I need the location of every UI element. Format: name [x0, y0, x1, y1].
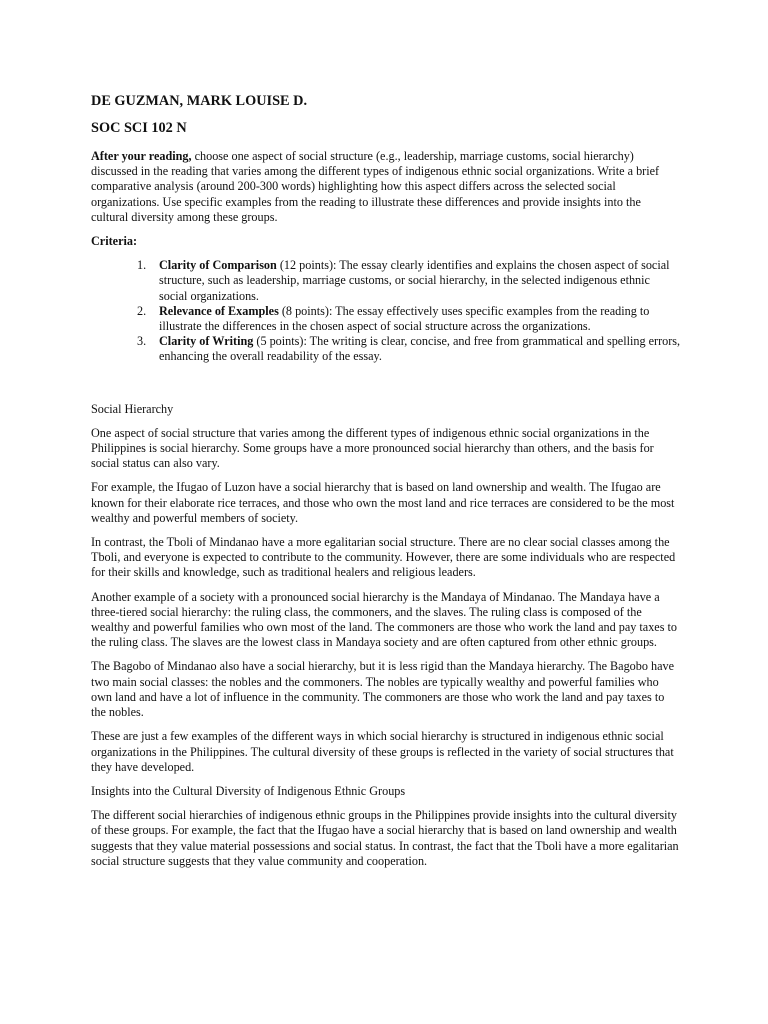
- essay-paragraph: The Bagobo of Mindanao also have a social hierarchy, but it is less rigid than the Mandaya hierarchy. The Bagobo have two main social classes: the nobles and the commoners. The nobles are typically wealthy and powerful families who own land and have a lot of influence in the community. The commoners are those who work the land and pay taxes to the nobles.: [91, 659, 675, 720]
- criteria-item-text: : The writing is clear, concise, and free from grammatical and spelling errors, enhancing the overall readability of the essay.: [159, 334, 681, 364]
- insight-paragraph: The different social hierarchies of indigenous ethnic groups in the Philippines provide insights into the cultural diversity of these groups. For example, the fact that the Ifugao have a social hierarchy that is based on land ownership and wealth suggests that they value material possessions and social status. In contrast, the fact that the Tboli have a more egalitarian social structure suggests that they value community and cooperation.: [91, 808, 679, 868]
- instructions-paragraph: [91, 149, 681, 225]
- instructions-lead: After your reading,: [91, 149, 192, 163]
- student-name: DE GUZMAN, MARK LOUISE D.: [91, 93, 308, 109]
- criteria-list: [91, 258, 681, 364]
- criteria-item-title: Relevance of Examples: [159, 303, 279, 318]
- criteria-item-title: Clarity of Writing: [159, 334, 254, 349]
- essay-body: [91, 402, 681, 869]
- essay-paragraph: Another example of a society with a pronounced social hierarchy is the Mandaya of Mindanao. The Mandaya have a three-tiered social hierarchy: the ruling class, the commoners, and the slaves. The ruling class is composed of the wealthy and powerful families who own most of the land. The commoners are those who work the land and pay taxes to the ruling class. The slaves are the lowest class in Mandaya society and are often captured from other ethnic groups.: [91, 589, 677, 650]
- essay-paragraph: One aspect of social structure that varies among the different types of indigenous ethnic social organizations in the Philippines is social hierarchy. Some groups have a more pronounced social hierarchy than others, and the basis for social status can also vary.: [91, 425, 654, 471]
- criteria-label: Criteria:: [91, 234, 138, 249]
- essay-paragraph: In contrast, the Tboli of Mindanao have a more egalitarian social structure. There are no clear social classes among the Tboli, and everyone is expected to contribute to the community. However, there are some individuals who are respected for their skills and knowledge, such as traditional healers and religious leaders.: [91, 535, 676, 580]
- criteria-item-number: 3.: [137, 334, 147, 349]
- criteria-item-text: : The essay clearly identifies and explains the chosen aspect of social structure, such as leadership, marriage customs, or social hierarchy, in the selected indigenous ethnic social organizations.: [159, 258, 670, 303]
- essay-title: Social Hierarchy: [91, 401, 174, 416]
- criteria-item-points: (8 points): [278, 303, 329, 318]
- criteria-item-number: 2.: [137, 303, 147, 318]
- document-page: [91, 92, 681, 878]
- essay-paragraph: These are just a few examples of the different ways in which social hierarchy is structured in indigenous ethnic social organizations in the Philippines. The cultural diversity of these groups is reflected in the variety of social structures that they have developed.: [91, 729, 674, 774]
- criteria-item-text: : The essay effectively uses specific examples from the reading to illustrate the differences in the chosen aspect of social structure across the organizations.: [159, 303, 650, 334]
- criteria-item-points: (5 points): [253, 334, 304, 349]
- criteria-item-number: 1.: [137, 258, 147, 273]
- criteria-item-title: Clarity of Comparison: [159, 258, 277, 273]
- criteria-item: [91, 334, 681, 364]
- criteria-list-wrapper: [91, 258, 681, 364]
- instructions-text: choose one aspect of social structure (e.g., leadership, marriage customs, social hierarchy) discussed in the reading that varies among the different types of indigenous ethnic social organizations. Write a brief comparative analysis (around 200-300 words) highlighting how this aspect differs across the selected social organizations. Use specific examples from the reading to illustrate these differences and provide insights into the cultural diversity among these groups.: [91, 149, 660, 224]
- criteria-item-points: (12 points): [276, 258, 334, 273]
- course-code: SOC SCI 102 N: [91, 120, 187, 136]
- essay-paragraph: For example, the Ifugao of Luzon have a social hierarchy that is based on land ownership and wealth. The Ifugao are known for their elaborate rice terraces, and those who own the most land and rice terraces are considered to be the most wealthy and powerful members of society.: [91, 480, 675, 525]
- criteria-item: [91, 304, 681, 334]
- essay-subtitle: Insights into the Cultural Diversity of Indigenous Ethnic Groups: [91, 783, 406, 798]
- criteria-item: [91, 258, 681, 304]
